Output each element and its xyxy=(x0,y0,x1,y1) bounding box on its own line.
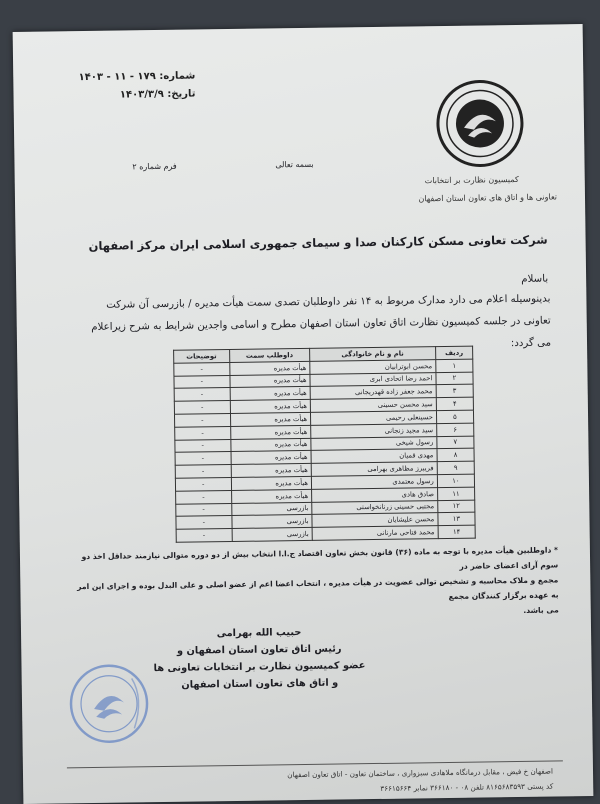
candidate-note: - xyxy=(174,375,230,389)
signatory-name: حبیب الله بهرامی xyxy=(216,627,302,640)
candidate-role: بازرسی xyxy=(231,515,312,529)
letter-meta xyxy=(75,67,195,105)
row-number: ۱۱ xyxy=(437,487,474,500)
basmala: بسمه تعالی xyxy=(275,159,314,170)
letter-paragraph-line: بدینوسیله اعلام می دارد مدارک مربوط به ۱۴ نفر داوطلبان تصدی سمت هیأت مدیره / بازرسی آن شرکت xyxy=(106,293,551,311)
footer-address: اصفهان خ فیض ، مقابل درمانگاه ملاهادی سبزواری ، ساختمان تعاون - اتاق تعاون اصفهان xyxy=(287,766,554,780)
row-number: ۵ xyxy=(436,410,473,423)
footnote-line: * داوطلبین هیأت مدیره با توجه به ماده (۳۶) قانون بخش تعاون اقتصاد ج.ا.ا انتخاب بیش از دو دوره متوالی نیازمند حداقل اخذ دو سوم آرای اعضای حاضر در xyxy=(81,545,559,571)
candidate-role: هیأت مدیره xyxy=(230,425,311,439)
signatory-title: رئیس اتاق تعاون استان اصفهان و xyxy=(176,643,342,657)
row-number: ۳ xyxy=(436,385,473,398)
document-page xyxy=(13,24,594,804)
candidate-name: محسن ابوترابیان xyxy=(310,359,436,374)
row-number: ۱۳ xyxy=(438,512,475,525)
column-header: ردیف xyxy=(435,346,472,359)
candidate-name: محمد جعفر زاده قهدریجانی xyxy=(310,385,436,400)
candidate-note: - xyxy=(176,490,232,504)
signatory-title: عضو کمیسیون نظارت بر انتخابات تعاونی ها xyxy=(153,660,366,675)
candidate-note: - xyxy=(174,414,230,428)
committee-subtitle: تعاونی ها و اتاق های تعاون استان اصفهان xyxy=(418,192,558,204)
candidate-role: هیأت مدیره xyxy=(231,476,312,490)
candidate-note: - xyxy=(174,388,230,402)
candidate-role: هیأت مدیره xyxy=(231,489,312,503)
candidate-name: احمد رضا اتحادی ابری xyxy=(310,372,436,387)
column-header: نام و نام خانوادگی xyxy=(310,347,436,362)
footnote-line: مجمع و ملاک محاسبه و تشخیص توالی عضویت در هیأت مدیره ، انتخاب اعضا اعم از عضو اصلی و علی البدل بوده و اجرای این امر به عهده برگزار کنندگان مجمع xyxy=(77,575,559,601)
candidate-role: هیأت مدیره xyxy=(230,400,311,414)
candidate-note: - xyxy=(174,362,230,376)
greeting: باسلام xyxy=(521,273,549,285)
signature-block xyxy=(139,623,380,694)
candidate-note: - xyxy=(175,477,231,491)
letter-number: شماره: ۱۷۹ - ۱۱ - ۱۴۰۳ xyxy=(78,70,196,84)
candidate-note: - xyxy=(174,401,230,415)
candidate-name: رسول شیخی xyxy=(311,436,437,451)
footnote-line: می باشد. xyxy=(523,605,559,615)
candidate-role: هیأت مدیره xyxy=(229,361,310,375)
candidate-name: محمد فتاحی مارنانی xyxy=(312,526,438,541)
signatory-title: و اتاق های تعاون استان اصفهان xyxy=(181,677,339,691)
row-number: ۹ xyxy=(437,461,474,474)
candidate-note: - xyxy=(175,426,231,440)
candidate-role: هیأت مدیره xyxy=(230,438,311,452)
candidate-note: - xyxy=(176,516,232,530)
row-number: ۴ xyxy=(436,397,473,410)
candidate-role: هیأت مدیره xyxy=(230,412,311,426)
row-number: ۱۲ xyxy=(438,500,475,513)
candidate-name: حسینعلی رحیمی xyxy=(310,411,436,426)
candidate-role: هیأت مدیره xyxy=(230,374,311,388)
committee-logo-icon xyxy=(433,77,526,170)
row-number: ۷ xyxy=(437,436,474,449)
stamp-icon xyxy=(63,658,164,749)
letter-title: شرکت تعاونی مسکن کارکنان صدا و سیمای جمهوری اسلامی ایران مرکز اصفهان xyxy=(88,232,548,253)
candidate-name: مهدی قمیان xyxy=(311,449,437,464)
candidate-note: - xyxy=(176,529,232,543)
candidate-role: بازرسی xyxy=(232,528,313,542)
candidate-name: محسن علیشایان xyxy=(312,513,438,528)
candidate-name: رسول معتمدی xyxy=(311,475,437,490)
candidate-name: فریبرز مظاهری بهرامی xyxy=(311,462,437,477)
row-number: ۱۴ xyxy=(438,525,475,538)
row-number: ۶ xyxy=(436,423,473,436)
candidates-table xyxy=(173,346,476,543)
row-number: ۱ xyxy=(436,359,473,372)
letter-paragraph-line: تعاونی در جلسه کمیسیون نظارت اتاق تعاون استان اصفهان مطرح و اسامی واجدین شرایط به شرح زیراعلام xyxy=(91,315,551,333)
row-number: ۸ xyxy=(437,448,474,461)
candidate-note: - xyxy=(176,503,232,517)
column-header: داوطلب سمت xyxy=(229,348,310,362)
candidate-name: مجتبی حسینی زرنانخواستی xyxy=(312,500,438,515)
committee-name: کمیسیون نظارت بر انتخابات xyxy=(424,174,519,186)
candidate-role: هیأت مدیره xyxy=(231,464,312,478)
row-number: ۲ xyxy=(436,372,473,385)
candidate-role: بازرسی xyxy=(231,502,312,516)
candidate-note: - xyxy=(175,465,231,479)
row-number: ۱۰ xyxy=(437,474,474,487)
candidate-name: سید مجید زنجانی xyxy=(311,423,437,438)
candidate-name: سید محسن حسینی xyxy=(310,398,436,413)
candidate-name: صادق هادی xyxy=(312,487,438,502)
form-number: فرم شماره ۲ xyxy=(132,161,177,172)
footnote xyxy=(70,542,559,624)
table-body xyxy=(174,359,475,542)
letter-paragraph-line: می گردد: xyxy=(510,337,552,350)
footer-contact: کد پستی ۸۱۶۵۶۸۳۵۹۳ تلفن ۰۸ - ۳۶۶۱۸۰ نمابر ۳۶۶۱۵۶۶۴ xyxy=(380,781,554,793)
letter-date: تاریخ: ۱۴۰۳/۳/۹ xyxy=(119,88,196,101)
column-header: توضیحات xyxy=(174,350,230,364)
candidate-note: - xyxy=(175,452,231,466)
candidate-role: هیأت مدیره xyxy=(230,387,311,401)
candidate-note: - xyxy=(175,439,231,453)
candidate-role: هیأت مدیره xyxy=(231,451,312,465)
